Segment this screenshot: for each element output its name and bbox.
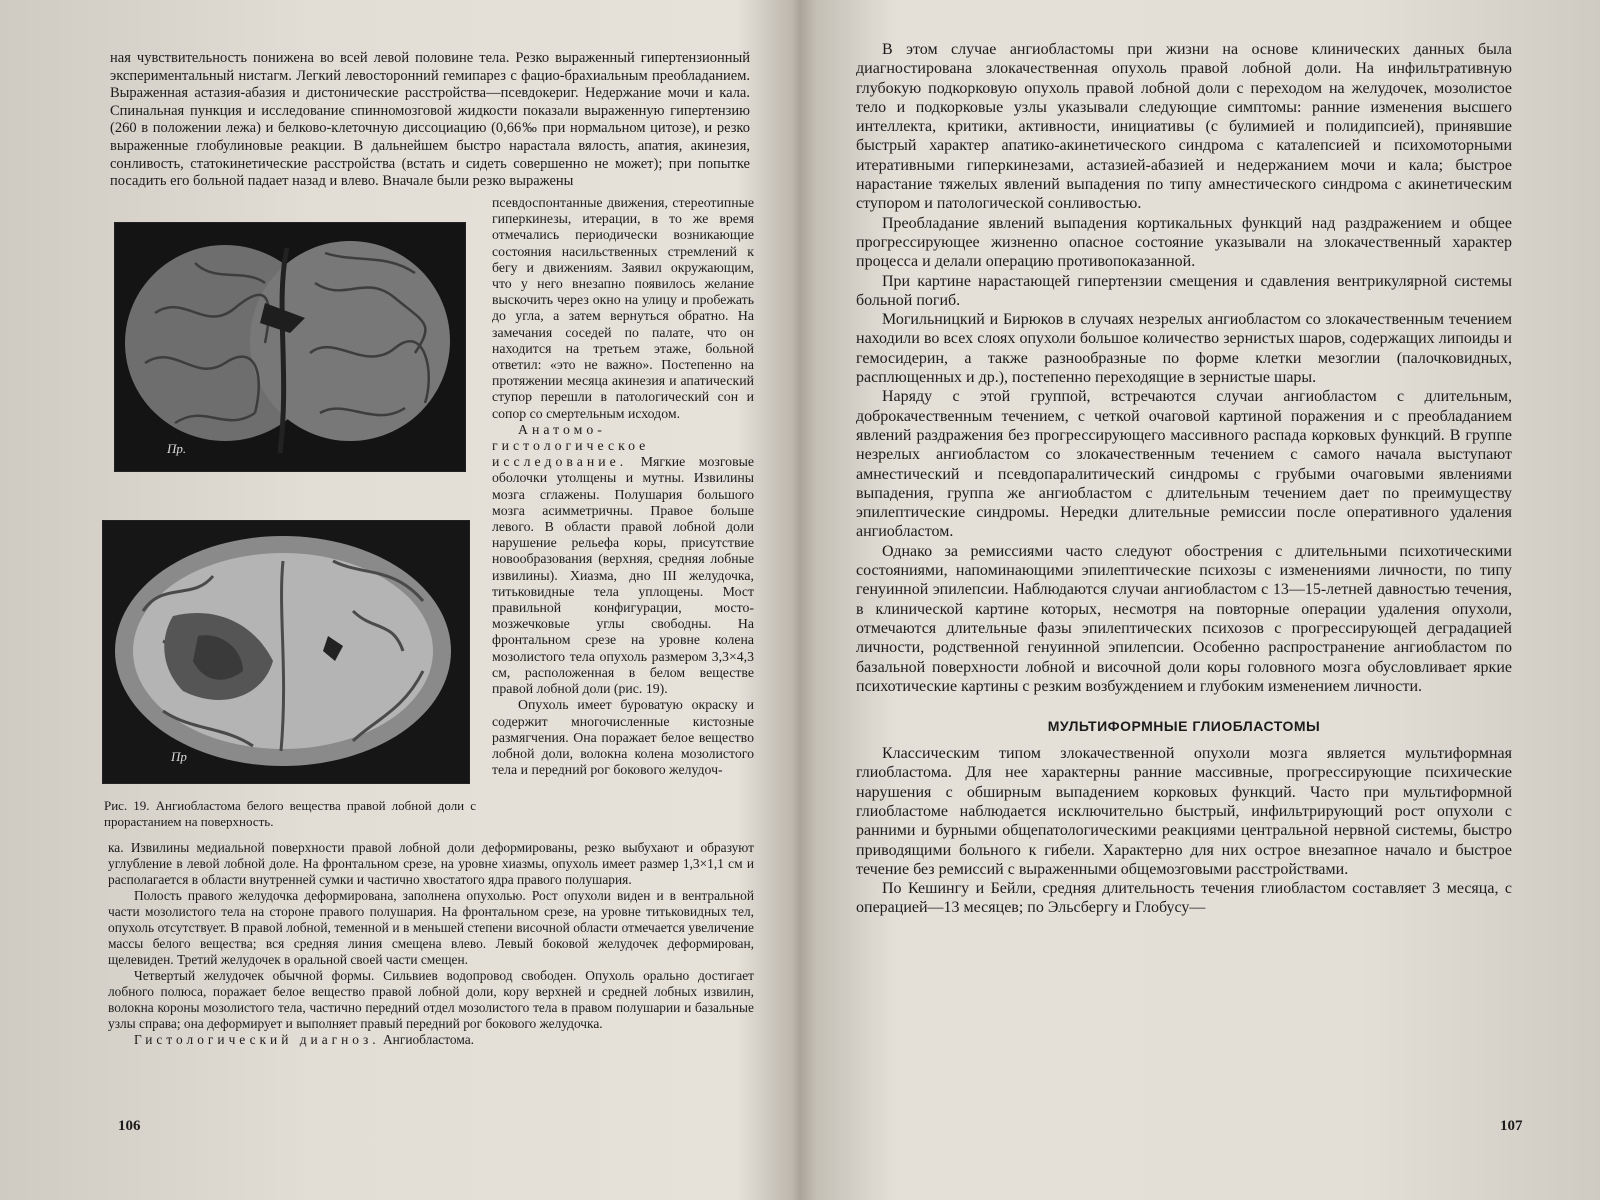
left-page (0, 0, 790, 1200)
histology-diagnosis-label: Гистологический диагноз. (134, 1032, 380, 1047)
left-bottom-text (108, 840, 754, 1048)
left-bottom-paragraph-2: Полость правого желудочка деформирована, заполнена опухолью. Рост опухоли виден и в вентральной части мозолистого тела на стороне правого полушария. На фронтальном срезе, на уровне титьковидных тел, опухоль отсутствует. В правой лобной, теменной и в меньшей степени височной области отмечается увеличение массы белого вещества; вся средняя линия смещена влево. Левый боковой желудочек деформирован, щелевиден. Третий желудочек в оральной своей части смещен. (108, 888, 754, 967)
right-paragraph-2: Преобладание явлений выпадения кортикальных функций над раздражением и общее прогрессирующее жизненно опасное состояние указывали на злокачественный характер процесса и делали операцию противопоказанной. (856, 214, 1512, 271)
right-paragraph-4: Могильницкий и Бирюков в случаях незрелых ангиобластом со злокачественным течением находили во всех слоях опухоли большое количество зернистых шаров, содержащих липоиды и гемосидерин, а также разнообразные по форме клетки мезоглии (палочковидных, расплющенных и др.), постепенно переходящие в зернистые шары. (856, 311, 1512, 387)
right-paragraph-8: По Кешингу и Бейли, средняя длительность течения глиобластом составляет 3 месяца, с операцией—13 месяцев; по Эльсбергу и Глобусу— (856, 880, 1512, 917)
right-text-column (856, 40, 1512, 918)
right-page (820, 0, 1600, 1200)
narrow-paragraph-2: Мягкие мозговые оболочки утолщены и мутны. Извилины мозга сглажены. Полушария большого мозга асимметричны. Правое больше левого. В области правой лобной доли нарушение рельефа коры, присутствие новообразования (верхняя, средняя лобные извилины). Хиазма, дно III желудочка, титьковидные тела уплощены. Мост правильной конфигурации, мосто-мозжечковые углы свободны. На фронтальном срезе на уровне колена мозолистого тела опухоль размером 3,3×4,3 см, расположенная в белом веществе правой лобной доли (рис. 19). (492, 454, 754, 697)
right-paragraph-6: Однако за ремиссиями часто следуют обострения с длительными психотическими состояниями, напоминающими эпилептические психозы с изменениями личности, по типу генуинной эпилепсии. Наблюдаются случаи ангиобластом с 13—15-летней давностью течения, в клинической картине которых, несмотря на повторные операции удаления опухоли, отмечаются длительные фазы эпилептических психозов с прогрессирующей деградацией личности, родственной генуинной эпилепсии. Особенно распространение ангиобластом по базальной поверхности лобной и височной доли коры головного мозга обусловливает яркие психотические картины с резким возбуждением и глубоким изменением личности. (856, 542, 1512, 695)
left-bottom-paragraph-1: ка. Извилины медиальной поверхности правой лобной доли деформированы, резко выбухают и образуют углубление в левой лобной доле. На фронтальном срезе, на уровне хиазмы, опухоль имеет размер 1,3×1,1 см и располагается в области внутренней сумки и частично хвостатого ядра правого полушария. (108, 840, 754, 887)
right-paragraph-5: Наряду с этой группой, встречаются случаи ангиобластом с длительным, доброкачественным течением, с четкой очаговой картиной поражения и с преобладанием явлений раздражения без прогрессирующего массивного распада корковых функций. В группе незрелых ангиобластом со злокачественным течением с самого начала выступают амнестический и псевдопаралитический синдромы с грубыми очаговыми явлениями выпадения, группа же ангиобластом с длительным течением дает по преимуществу эпилептические синдромы. Нередки длительные ремиссии после оперативного удаления ангиобластом. (856, 388, 1512, 541)
brain-photo-top (114, 222, 466, 472)
brain-photo-section (102, 520, 470, 784)
section-heading-glioblastoma: МУЛЬТИФОРМНЫЕ ГЛИОБЛАСТОМЫ (1047, 718, 1321, 735)
narrow-paragraph-3: Опухоль имеет буроватую окраску и содержит многочисленные кистозные размягчения. Она поражает белое вещество лобной доли, волокна колена мозолистого тела и передний рог бокового желудоч- (492, 697, 754, 778)
page-number-left: 106 (118, 1118, 141, 1134)
right-paragraph-7: Классическим типом злокачественной опухоли мозга является мультиформная глиобластома. Для нее характерны ранние массивные, прогрессирующие психические нарушения с обширным выпадением корковых функций. Часто при мультиформной глиобластоме наблюдается исключительно быстрый, инфильтрирующий рост опухоли с ранними и бурными общепатологическими реакциями центральной нервной системы, быстро приводящими больного к гибели. Характерно для них острое внезапное начало и быстрое течение без ремиссий с выраженными общемозговыми расстройствами. (856, 745, 1512, 878)
page-number-right: 107 (1500, 1118, 1523, 1134)
photo-label-section: Пр (171, 749, 187, 764)
histology-diagnosis-value: Ангиобластома. (382, 1032, 475, 1047)
narrow-column (492, 195, 754, 778)
narrow-paragraph-1: псевдоспонтанные движения, стереотипные гиперкинезы, итерации, в то же время отмечались периодически возникающие состояния насильственных стремлений к бегу и движениям. Заявил окружающим, что у него внезапно появилось желание выскочить через окно на улицу и пробежать до угла, а затем вернуться обратно. На замечания соседей по палате, что он находится на третьем этаже, больной ответил: «это не важно». Постепенно на протяжении месяца акинезия и апатический ступор перешли в патологический сон и сопор со смертельным исходом. (492, 195, 754, 421)
photo-label-top: Пр. (167, 441, 187, 456)
left-bottom-paragraph-3: Четвертый желудочек обычной формы. Сильвиев водопровод свободен. Опухоль орально достигает лобного полюса, поражает белое вещество правой лобной доли, кору верхней и средней лобных извилин, волокна короны мозолистого тела, частично передний отдел мозолистого тела в правом полушарии и базальные узлы справа; она деформирует и выполняет правый передний рог бокового желудочка. (108, 968, 754, 1031)
right-paragraph-1: В этом случае ангиобластомы при жизни на основе клинических данных была диагностирована злокачественная опухоль правой лобной доли. На инфильтративную глубокую подкорковую опухоль правой лобной доли с переходом на желудочек, мозолистое тело и подкорковые узлы указывали следующие симптомы: ранние изменения высшего интеллекта, критики, активности, инициативы (с булимией и полидипсией), принявшие быстрый характер апатико-акинетического синдрома с каталепсией и психомоторными итеративными гиперкинезами, астазией-абазией и недержанием мочи и кала; быстрое нарастание тяжелых явлений выпадения по типу амнестического синдрома с акинетическим ступором и патологической сонливостью. (856, 41, 1512, 213)
figure-caption: Рис. 19. Ангиобластома белого вещества правой лобной доли с прорастанием на поверхность. (104, 798, 476, 829)
left-top-paragraph: ная чувствительность понижена во всей левой половине тела. Резко выраженный гипертензионный экспериментальный нистагм. Легкий левосторонний гемипарез с фацио-брахиальным преобладанием. Выраженная астазия-абазия и дистонические расстройства—псевдокериг. Недержание мочи и кала. Спинальная пункция и исследование спинномозговой жидкости показали выраженную гипертензию (260 в положении лежа) и белково-клеточную диссоциацию (0,66‰ при нормальном цитозе), и резко выраженные глобулиновые реакции. В дальнейшем быстро нарастала вялость, апатия, акинезия, сонливость, статокинетические расстройства (встать и сидеть совершенно не может); при попытке посадить его больной падает назад и влево. Вначале были резко выражены (110, 50, 750, 190)
right-paragraph-3: При картине нарастающей гипертензии смещения и сдавления вентрикулярной системы больной погиб. (856, 272, 1512, 309)
section-heading-anatomy: Анатомо-гистологическое исследование. (492, 421, 650, 470)
